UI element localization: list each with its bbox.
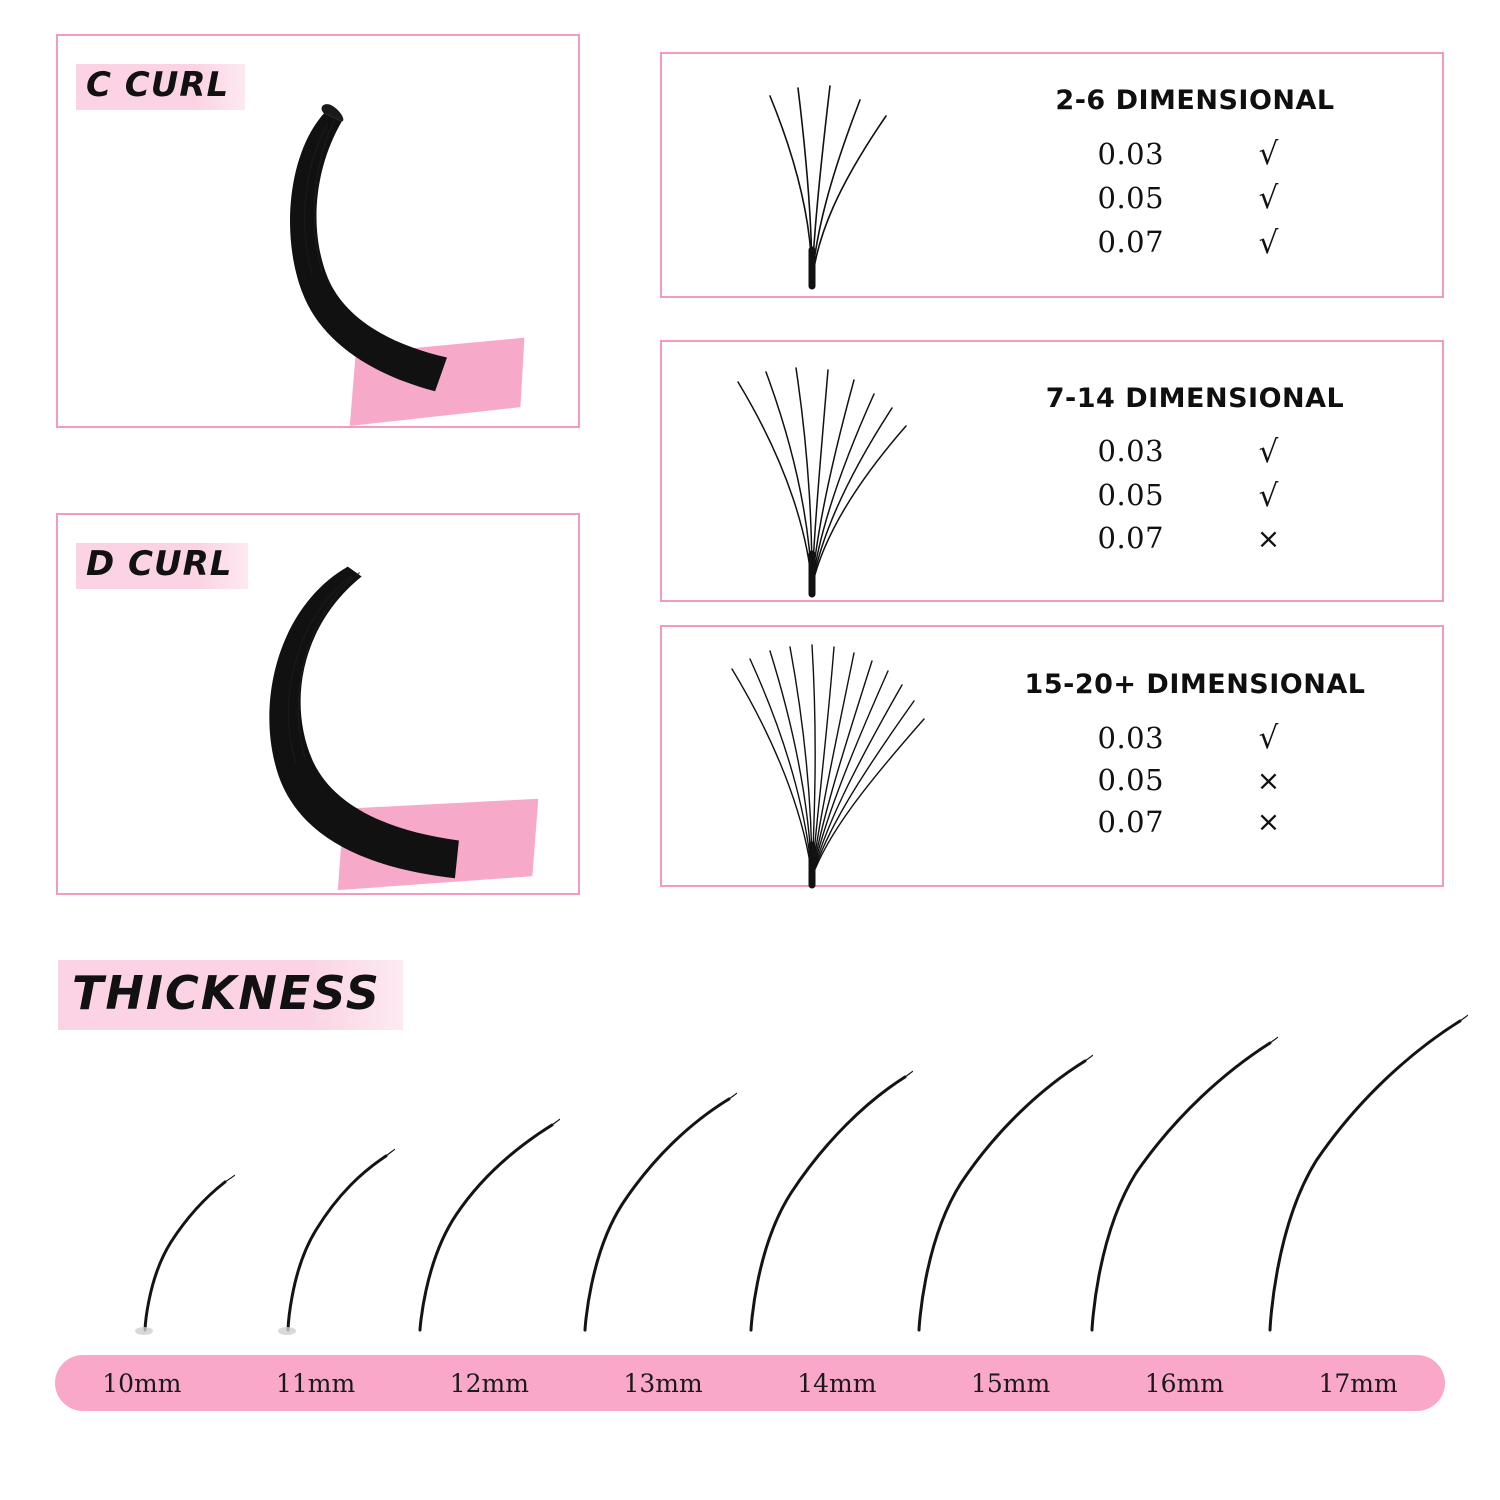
lash-curve-12mm	[380, 1087, 560, 1340]
availability-mark-check-icon: √	[1258, 720, 1279, 757]
d-curl-panel	[56, 513, 580, 895]
thickness-availability-list	[1098, 132, 1293, 264]
lash-curve-14mm	[715, 1047, 913, 1340]
availability-mark-check-icon: √	[1258, 477, 1279, 514]
scale-label-14mm: 14mm	[797, 1368, 877, 1398]
availability-mark-cross-icon: ×	[1256, 764, 1281, 798]
thickness-value: 0.07	[1097, 520, 1165, 555]
availability-mark-check-icon: √	[1258, 180, 1279, 217]
fan-illustration-2-6	[662, 54, 962, 296]
thickness-value: 0.03	[1097, 720, 1165, 755]
lash-curve-11mm	[230, 1110, 395, 1340]
dimensional-info-2-6	[962, 85, 1442, 264]
availability-mark-cross-icon: ×	[1256, 805, 1281, 839]
thickness-value: 0.05	[1097, 478, 1165, 513]
dimensional-title: 7-14 DIMENSIONAL	[1045, 382, 1345, 414]
availability-row	[1098, 221, 1293, 265]
scale-label-11mm: 11mm	[276, 1368, 356, 1398]
thickness-label: THICKNESS	[58, 960, 403, 1030]
scale-label-15mm: 15mm	[971, 1368, 1051, 1398]
d-curl-illustration	[58, 515, 578, 894]
fan-illustration-15-20	[662, 627, 962, 885]
thickness-value: 0.07	[1097, 224, 1165, 259]
c-curl-label: C CURL	[76, 64, 245, 110]
scale-label-10mm: 10mm	[102, 1368, 182, 1398]
lash-curve-17mm	[1240, 995, 1468, 1340]
lash-curve-10mm	[85, 1130, 235, 1340]
availability-row	[1098, 802, 1293, 843]
length-scale-bar	[55, 1355, 1445, 1411]
d-curl-label: D CURL	[76, 543, 248, 589]
availability-row	[1098, 474, 1293, 518]
scale-label-16mm: 16mm	[1144, 1368, 1224, 1398]
dimensional-info-7-14	[962, 383, 1442, 559]
availability-row	[1098, 176, 1293, 220]
thickness-availability-list	[1098, 430, 1293, 559]
scale-label-17mm: 17mm	[1318, 1368, 1398, 1398]
c-curl-panel	[56, 34, 580, 428]
availability-mark-check-icon: √	[1258, 433, 1279, 470]
scale-label-13mm: 13mm	[623, 1368, 703, 1398]
dimensional-panel-15-20	[660, 625, 1444, 887]
thickness-value: 0.03	[1097, 434, 1165, 469]
availability-mark-check-icon: √	[1258, 136, 1279, 173]
availability-row	[1098, 132, 1293, 176]
availability-mark-cross-icon: ×	[1256, 521, 1281, 555]
availability-row	[1098, 518, 1293, 559]
dimensional-title: 2-6 DIMENSIONAL	[1055, 85, 1335, 117]
lash-curve-13mm	[547, 1067, 737, 1340]
thickness-value: 0.07	[1097, 804, 1165, 839]
availability-row	[1098, 760, 1293, 801]
dimensional-info-15-20	[962, 669, 1442, 842]
availability-row	[1098, 430, 1293, 474]
dimensional-title: 15-20+ DIMENSIONAL	[1024, 669, 1366, 701]
lash-length-row	[55, 1010, 1445, 1340]
thickness-section	[0, 940, 1500, 1500]
thickness-value: 0.03	[1097, 136, 1165, 171]
thickness-availability-list	[1098, 716, 1293, 842]
dimensional-panel-7-14	[660, 340, 1444, 602]
c-curl-illustration	[58, 36, 578, 427]
fan-illustration-7-14	[662, 342, 962, 600]
availability-mark-check-icon: √	[1258, 224, 1279, 261]
availability-row	[1098, 716, 1293, 760]
dimensional-panel-2-6	[660, 52, 1444, 298]
thickness-value: 0.05	[1097, 763, 1165, 798]
thickness-value: 0.05	[1097, 180, 1165, 215]
scale-label-12mm: 12mm	[449, 1368, 529, 1398]
